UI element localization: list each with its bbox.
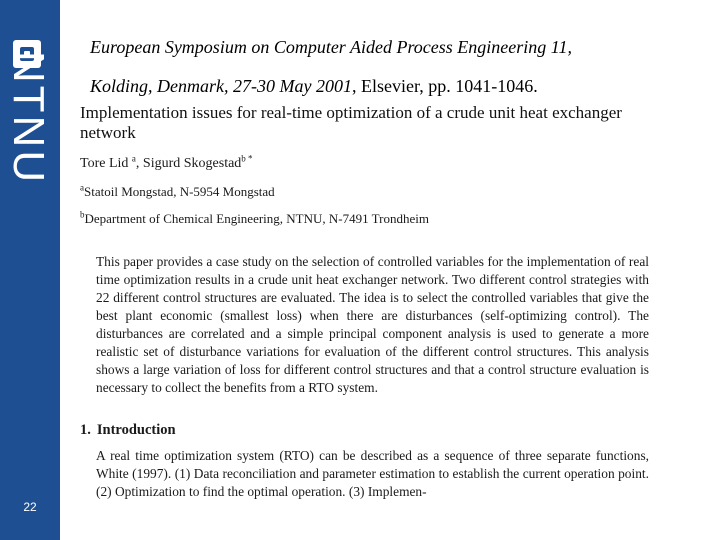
paper-excerpt — [80, 103, 655, 518]
introduction-text: A real time optimization system (RTO) can be described as a sequence of three separate functions, White (1997). (1) Data reconciliation and parameter estimation to establish the current operation point. (2) Optimization to find the optimal operation. (3) Implemen- — [96, 448, 649, 499]
paper-title: Implementation issues for real-time optimization of a crude unit heat exchanger network — [80, 103, 622, 142]
affiliation-b-text: Department of Chemical Engineering, NTNU, N-7491 Trondheim — [84, 211, 429, 226]
affiliation-a-mark: a — [80, 182, 84, 193]
citation-line-1: European Symposium on Computer Aided Process Engineering 11, — [90, 37, 572, 57]
abstract: This paper provides a case study on the selection of controlled variables for the implementation of real time optimization results in a crude unit heat exchanger network. Two different control strategies with 22 different control structures are evaluated. The idea is to select the controlled variables that give the best plant economic (smallest loss) when there are disturbances (self-optimizing control). The disturbances are correlated and a simple principal component analysis is used to generate a more realistic set of disturbance variations for evaluation of the different control structures. This analysis shows a large variation of loss for different control structures and that a control structure evaluation is necessary to collect the benefits from a RTO system. — [96, 254, 649, 395]
citation — [90, 28, 690, 106]
author-2: , Sigurd Skogestad — [135, 156, 242, 171]
affiliation-a-text: Statoil Mongstad, N-5954 Mongstad — [84, 184, 275, 199]
affiliation-b-mark: b — [80, 209, 85, 220]
paper-authors — [80, 155, 655, 173]
citation-venue: Kolding, Denmark, 27-30 May 2001 — [90, 76, 352, 96]
citation-line-2 — [90, 67, 690, 106]
section-number: 1. — [80, 422, 91, 438]
author-2-mark: b * — [241, 153, 253, 164]
slide-content — [60, 0, 720, 540]
section-heading — [80, 421, 655, 439]
affiliation-a — [80, 183, 655, 200]
affiliation-b — [80, 210, 655, 227]
author-1-mark: a — [131, 153, 136, 164]
page-number: 22 — [23, 500, 37, 514]
section-title: Introduction — [96, 422, 176, 438]
author-1: Tore Lid — [80, 156, 129, 171]
citation-publisher: , Elsevier, pp. 1041-1046. — [351, 76, 538, 96]
brand-name: NTNU — [4, 50, 53, 186]
sidebar — [0, 0, 60, 540]
